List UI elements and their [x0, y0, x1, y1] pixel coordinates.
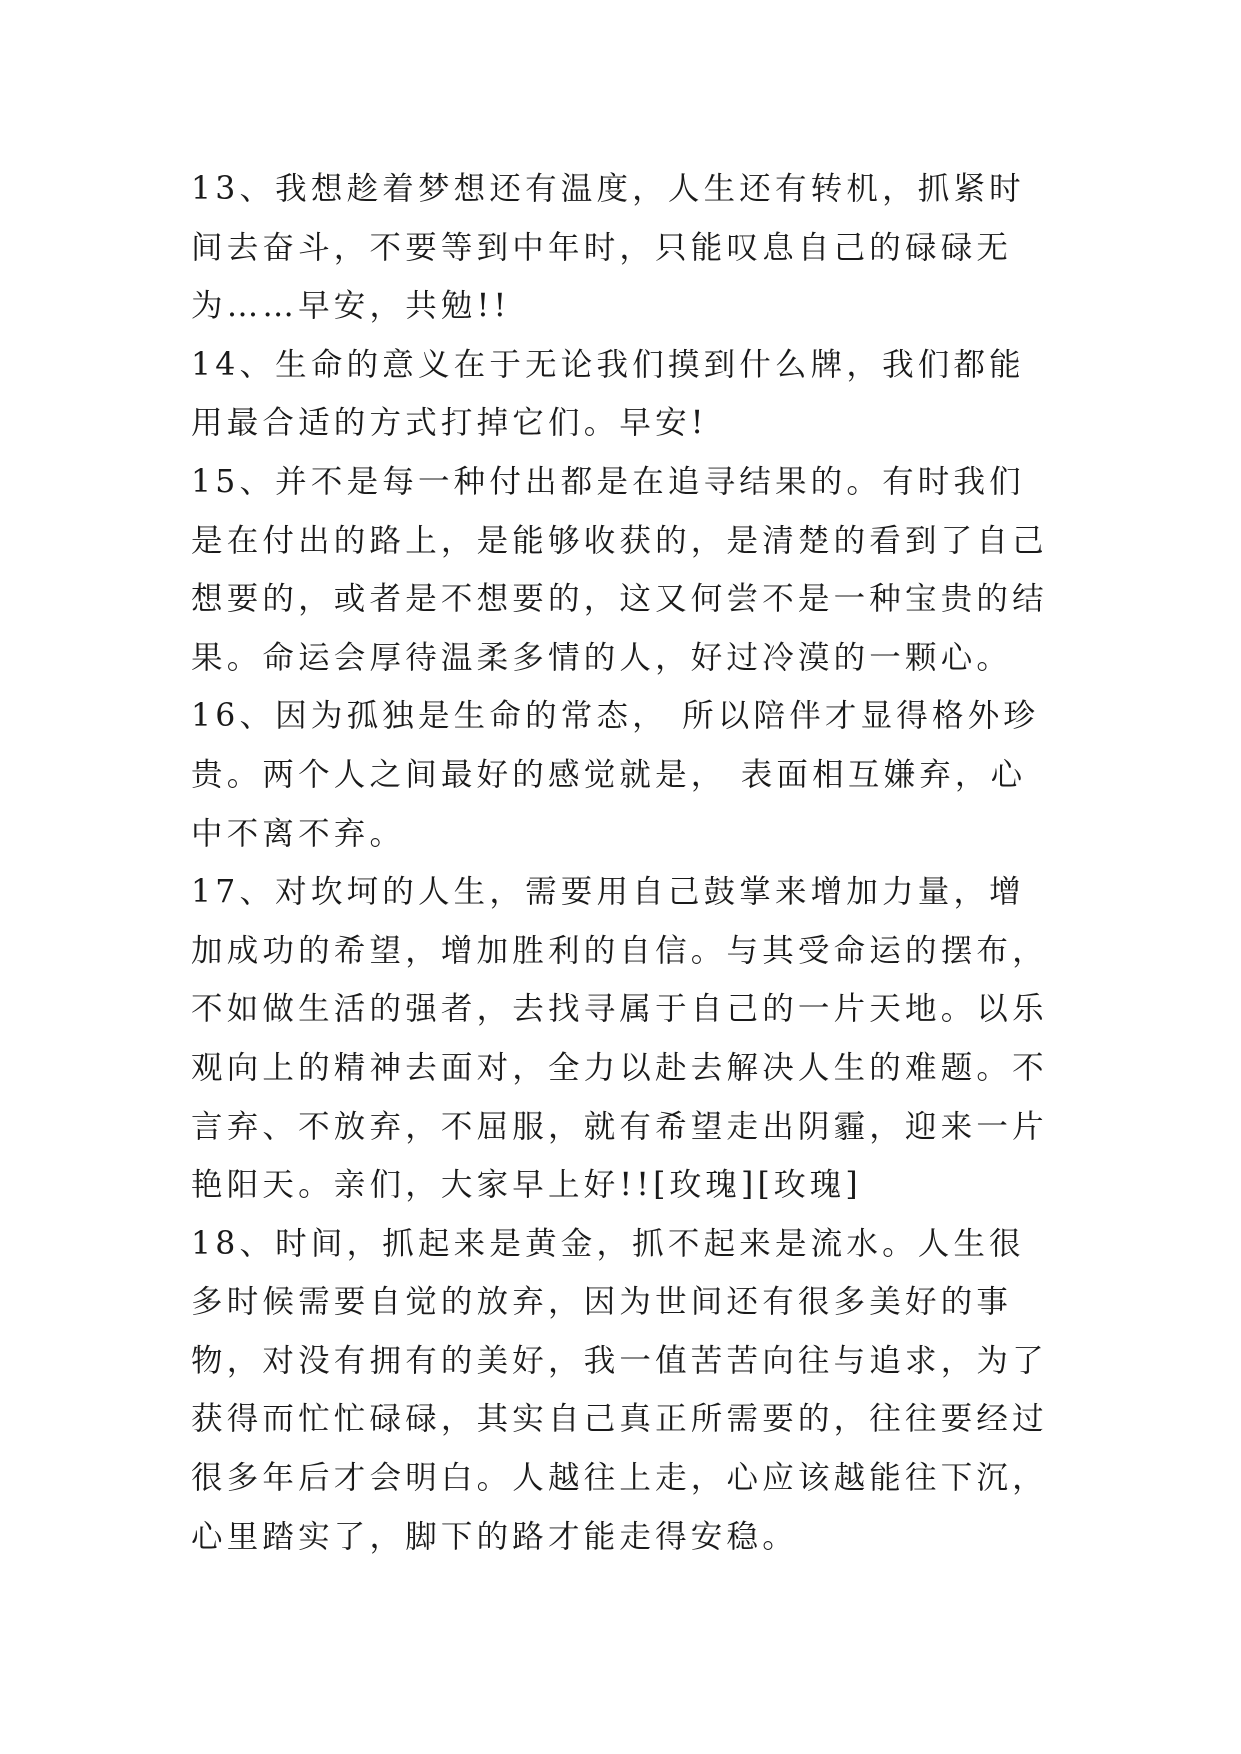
entry-16: 16、因为孤独是生命的常态， 所以陪伴才显得格外珍贵。两个人之间最好的感觉就是， 表面相互嫌弃，心中不离不弃。: [191, 698, 1040, 852]
document-body: [191, 160, 1051, 1566]
entry-18: 18、时间，抓起来是黄金，抓不起来是流水。人生很多时候需要自觉的放弃，因为世间还有很多美好的事物，对没有拥有的美好，我一值苦苦向往与追求，为了获得而忙忙碌碌，其实自己真正所需要的，往往要经过很多年后才会明白。人越往上走，心应该越能往下沉，心里踏实了，脚下的路才能走得安稳。: [191, 1225, 1048, 1555]
entry-17: 17、对坎坷的人生，需要用自己鼓掌来增加力量，增加成功的希望，增加胜利的自信。与其受命运的摆布，不如做生活的强者，去找寻属于自己的一片天地。以乐观向上的精神去面对，全力以赴去解决人生的难题。不言弃、不放弃，不屈服，就有希望走出阴霾，迎来一片艳阳天。亲们，大家早上好!![玫瑰][玫瑰]: [191, 874, 1048, 1204]
entry-14: 14、生命的意义在于无论我们摸到什么牌，我们都能用最合适的方式打掉它们。早安!: [191, 346, 1025, 442]
entry-13: 13、我想趁着梦想还有温度，人生还有转机，抓紧时间去奋斗，不要等到中年时，只能叹息自己的碌碌无为……早安，共勉!!: [191, 171, 1025, 325]
entry-15: 15、并不是每一种付出都是在追寻结果的。有时我们是在付出的路上，是能够收获的，是清楚的看到了自己想要的，或者是不想要的，这又何尝不是一种宝贵的结果。命运会厚待温柔多情的人，好过冷漠的一颗心。: [191, 463, 1048, 676]
